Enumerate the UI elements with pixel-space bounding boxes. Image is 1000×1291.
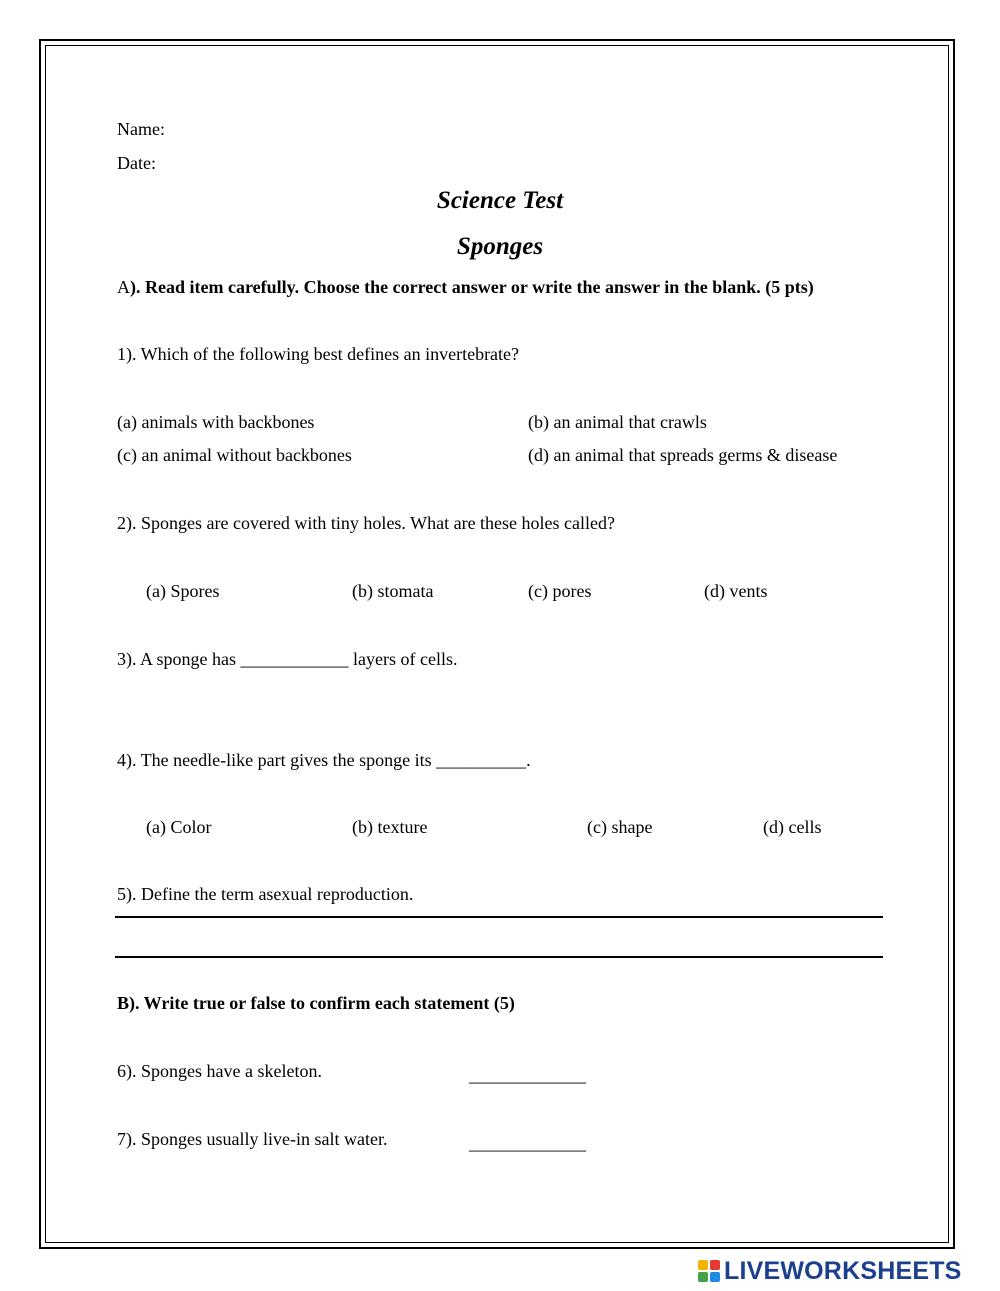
statement-6-blank[interactable]: _____________ (469, 1065, 586, 1085)
answer-line-2[interactable] (115, 956, 883, 958)
liveworksheets-logo (698, 1258, 962, 1284)
q1-option-c[interactable]: (c) an animal without backbones (117, 445, 352, 465)
section-b-heading: B). Write true or false to confirm each statement (5) (117, 993, 515, 1013)
q2-option-a[interactable]: (a) Spores (146, 581, 220, 601)
q2-option-c[interactable]: (c) pores (528, 581, 592, 601)
answer-line-1[interactable] (115, 916, 883, 918)
logo-blocks-icon (698, 1260, 720, 1282)
logo-block (710, 1260, 720, 1270)
logo-text: LIVEWORKSHEETS (724, 1256, 962, 1285)
date-label: Date: (117, 153, 156, 173)
q1-option-d[interactable]: (d) an animal that spreads germs & disease (528, 445, 838, 465)
q4-option-c[interactable]: (c) shape (587, 817, 653, 837)
page-subtitle: Sponges (456, 233, 544, 260)
logo-block (698, 1272, 708, 1282)
q2-option-d[interactable]: (d) vents (704, 581, 768, 601)
q4-option-b[interactable]: (b) texture (352, 817, 428, 837)
page-title: Science Test (436, 187, 564, 214)
statement-7-blank[interactable]: _____________ (469, 1133, 586, 1153)
section-a-prefix: A (117, 277, 130, 297)
statement-7: 7). Sponges usually live-in salt water. (117, 1129, 388, 1149)
question-4[interactable]: 4). The needle-like part gives the sponge its __________. (117, 750, 531, 770)
name-label: Name: (117, 119, 165, 139)
q4-option-d[interactable]: (d) cells (763, 817, 822, 837)
question-3[interactable]: 3). A sponge has ____________ layers of cells. (117, 649, 458, 669)
q1-option-a[interactable]: (a) animals with backbones (117, 412, 315, 432)
q1-option-b[interactable]: (b) an animal that crawls (528, 412, 707, 432)
logo-block (698, 1260, 708, 1270)
section-a-instructions: ). Read item carefully. Choose the correct answer or write the answer in the blank. (5 pts) (130, 277, 814, 297)
q4-option-a[interactable]: (a) Color (146, 817, 212, 837)
statement-6: 6). Sponges have a skeleton. (117, 1061, 322, 1081)
q2-option-b[interactable]: (b) stomata (352, 581, 434, 601)
logo-block (710, 1272, 720, 1282)
section-a-heading (117, 278, 814, 296)
question-5: 5). Define the term asexual reproduction. (117, 884, 414, 904)
question-2: 2). Sponges are covered with tiny holes. What are these holes called? (117, 513, 615, 533)
question-1: 1). Which of the following best defines an invertebrate? (117, 344, 520, 364)
